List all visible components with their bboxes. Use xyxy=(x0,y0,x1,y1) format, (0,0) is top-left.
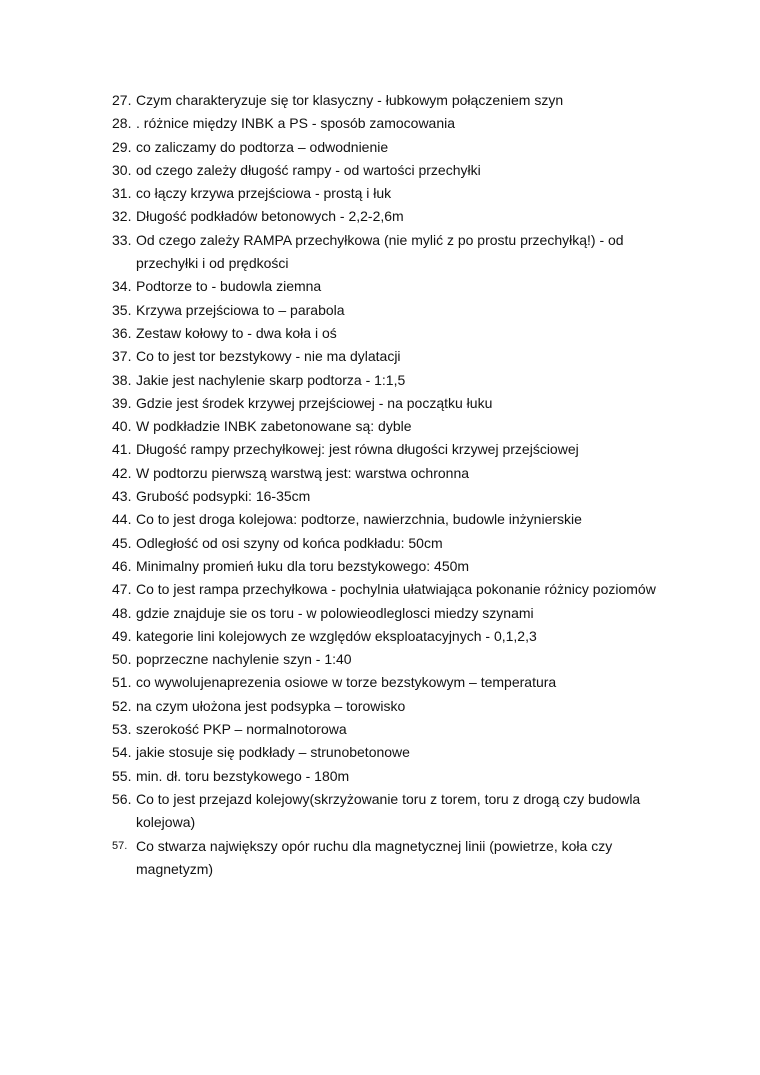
item-number: 40. xyxy=(112,418,132,435)
item-text: Długość rampy przechyłkowej: jest równa długości krzywej przejściowej xyxy=(136,441,579,458)
item-text: Grubość podsypki: 16-35cm xyxy=(136,488,311,505)
list-item xyxy=(112,671,672,694)
item-text: co zaliczamy do podtorza – odwodnienie xyxy=(136,138,389,155)
item-text: od czego zależy długość rampy - od wartości przechyłki xyxy=(136,161,481,178)
list-item xyxy=(112,695,672,718)
list-item xyxy=(112,392,672,415)
item-text: Gdzie jest środek krzywej przejściowej - na początku łuku xyxy=(136,394,493,411)
item-number: 45. xyxy=(112,534,132,551)
item-number: 41. xyxy=(112,441,132,458)
item-number: 37. xyxy=(112,348,132,365)
item-text: Co to jest droga kolejowa: podtorze, nawierzchnia, budowle inżynierskie xyxy=(136,511,582,528)
item-number: 52. xyxy=(112,697,132,714)
list-item xyxy=(112,345,672,368)
item-text: Co to jest przejazd kolejowy(skrzyżowanie toru z torem, toru z drogą czy budowla kolejowa) xyxy=(136,790,641,831)
item-text: W podtorzu pierwszą warstwą jest: warstwa ochronna xyxy=(136,464,470,481)
list-item xyxy=(112,508,672,531)
item-number: 42. xyxy=(112,464,132,481)
item-number: 51. xyxy=(112,674,132,691)
list-item xyxy=(112,602,672,625)
list-item xyxy=(112,369,672,392)
item-text: W podkładzie INBK zabetonowane są: dyble xyxy=(136,418,412,435)
list-item xyxy=(112,205,672,228)
item-text: Czym charakteryzuje się tor klasyczny - łubkowym połączeniem szyn xyxy=(136,92,564,108)
list-item xyxy=(112,182,672,205)
list-item xyxy=(112,788,672,835)
item-text: min. dł. toru bezstykowego - 180m xyxy=(136,767,350,784)
item-text: kategorie lini kolejowych ze względów eksploatacyjnych - 0,1,2,3 xyxy=(136,627,537,644)
list-item xyxy=(112,741,672,764)
item-number: 39. xyxy=(112,394,132,411)
list-item xyxy=(112,765,672,788)
item-number: 49. xyxy=(112,627,132,644)
list-item xyxy=(112,112,672,135)
list-item xyxy=(112,229,672,276)
list-item xyxy=(112,578,672,601)
item-number: 28. xyxy=(112,115,132,132)
item-text: Co stwarza największy opór ruchu dla magnetycznej linii (powietrze, koła czy magnetyzm) xyxy=(136,837,613,877)
item-number: 55. xyxy=(112,767,132,784)
list-item xyxy=(112,485,672,508)
item-text: . różnice między INBK a PS - sposób zamocowania xyxy=(136,115,456,132)
item-text: Co to jest rampa przechyłkowa - pochylnia ułatwiająca pokonanie różnicy poziomów xyxy=(136,581,656,598)
list-item xyxy=(112,89,672,112)
item-text: gdzie znajduje sie os toru - w polowieodleglosci miedzy szynami xyxy=(136,604,534,621)
item-text: Krzywa przejściowa to – parabola xyxy=(136,301,345,318)
item-text: Co to jest tor bezstykowy - nie ma dylatacji xyxy=(136,348,401,365)
item-text: jakie stosuje się podkłady – strunobetonowe xyxy=(136,744,410,761)
item-number: 35. xyxy=(112,301,132,318)
item-text: Jakie jest nachylenie skarp podtorza - 1:1,5 xyxy=(136,371,406,388)
list-item xyxy=(112,835,672,882)
item-number: 48. xyxy=(112,604,132,621)
item-number: 27. xyxy=(112,92,132,108)
item-text: co wywolujenaprezenia osiowe w torze bezstykowym – temperatura xyxy=(136,674,557,691)
list-item xyxy=(112,415,672,438)
list-item xyxy=(112,625,672,648)
list-item xyxy=(112,322,672,345)
item-number: 56. xyxy=(112,790,132,807)
list-item xyxy=(112,438,672,461)
item-text: na czym ułożona jest podsypka – torowisko xyxy=(136,697,406,714)
item-number: 38. xyxy=(112,371,132,388)
item-number: 47. xyxy=(112,581,132,598)
item-number: 46. xyxy=(112,557,132,574)
list-item xyxy=(112,555,672,578)
list-item xyxy=(112,462,672,485)
list-item xyxy=(112,299,672,322)
list-item xyxy=(112,648,672,671)
item-text: poprzeczne nachylenie szyn - 1:40 xyxy=(136,651,352,668)
item-text: Podtorze to - budowla ziemna xyxy=(136,278,322,295)
item-text: Minimalny promień łuku dla toru bezstykowego: 450m xyxy=(136,557,470,574)
item-number: 32. xyxy=(112,208,132,225)
item-number: 50. xyxy=(112,651,132,668)
item-number: 30. xyxy=(112,161,132,178)
item-number: 44. xyxy=(112,511,132,528)
item-number: 34. xyxy=(112,278,132,295)
item-number: 54. xyxy=(112,744,132,761)
item-number: 57. xyxy=(112,839,128,852)
list-item xyxy=(112,159,672,182)
list-item xyxy=(112,275,672,298)
list-item xyxy=(112,532,672,555)
item-number: 53. xyxy=(112,721,132,738)
item-text: Od czego zależy RAMPA przechyłkowa (nie mylić z po prostu przechyłką!) - od przechyłki i od prędkości xyxy=(136,231,624,272)
item-text: Odległość od osi szyny od końca podkładu: 50cm xyxy=(136,534,443,551)
item-number: 29. xyxy=(112,138,132,155)
item-number: 33. xyxy=(112,231,132,248)
item-text: szerokość PKP – normalnotorowa xyxy=(136,721,347,738)
item-text: Długość podkładów betonowych - 2,2-2,6m xyxy=(136,208,404,225)
question-list xyxy=(112,89,672,881)
item-number: 36. xyxy=(112,324,132,341)
list-item xyxy=(112,136,672,159)
list-item xyxy=(112,718,672,741)
item-number: 43. xyxy=(112,488,132,505)
item-number: 31. xyxy=(112,185,132,202)
item-text: co łączy krzywa przejściowa - prostą i łuk xyxy=(136,185,392,202)
item-text: Zestaw kołowy to - dwa koła i oś xyxy=(136,324,337,341)
